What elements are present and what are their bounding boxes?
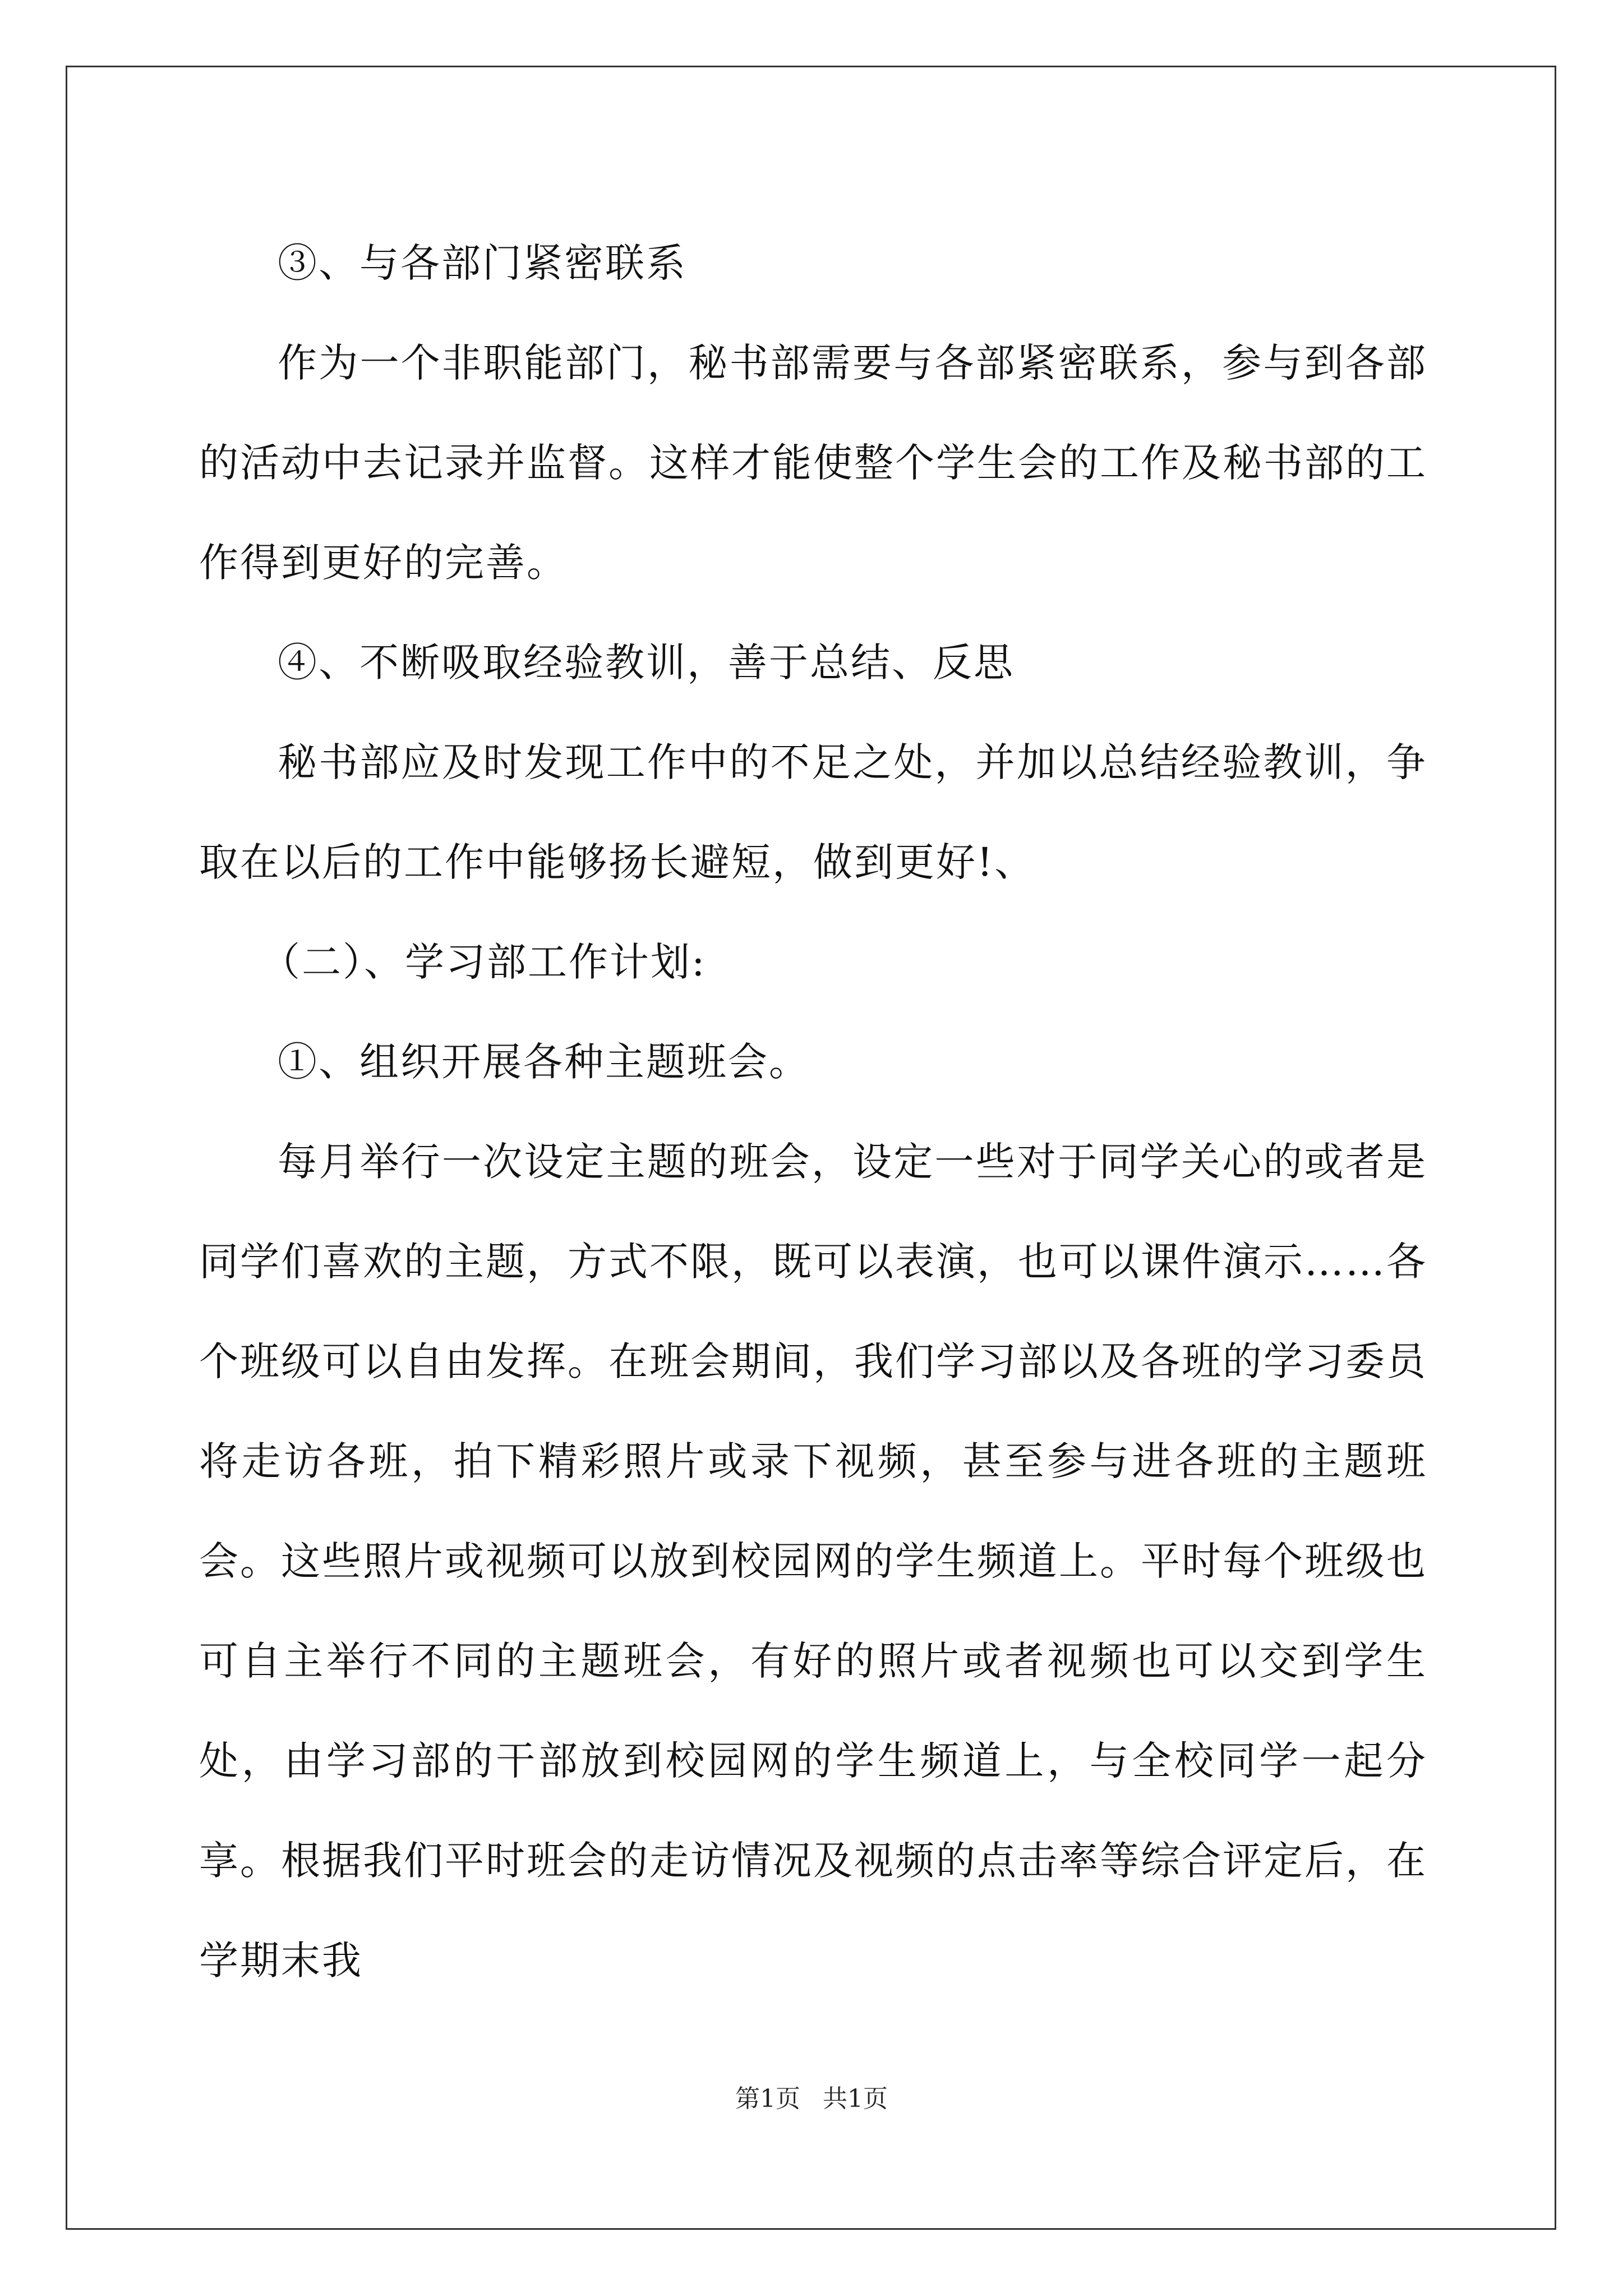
body-paragraph: 每月举行一次设定主题的班会，设定一些对于同学关心的或者是同学们喜欢的主题，方式不限，既可以表演，也可以课件演示……各个班级可以自由发挥。在班会期间，我们学习部以及各班的学习委员将走访各班，拍下精彩照片或录下视频，甚至参与进各班的主题班会。这些照片或视频可以放到校园网的学生频道上。平时每个班级也可自主举行不同的主题班会，有好的照片或者视频也可以交到学生处，由学习部的干部放到校园网的学生频道上，与全校同学一起分享。根据我们平时班会的走访情况及视频的点击率等综合评定后，在学期末我 [199, 1139, 1427, 1984]
section-heading: ③、与各部门紧密联系 [278, 240, 687, 286]
chapter-heading: （二）、学习部工作计划: [261, 939, 707, 985]
section-heading: ④、不断吸取经验教训，善于总结、反思 [278, 639, 1015, 685]
page-total: 共1页 [823, 2085, 888, 2113]
page-footer [0, 2082, 1623, 2116]
document-body [199, 213, 1427, 2010]
body-paragraph: 作为一个非职能部门，秘书部需要与各部紧密联系，参与到各部的活动中去记录并监督。这样才能使整个学生会的工作及秘书部的工作得到更好的完善。 [199, 340, 1427, 586]
page-number: 第1页 [735, 2085, 800, 2113]
body-paragraph: 秘书部应及时发现工作中的不足之处，并加以总结经验教训，争取在以后的工作中能够扬长避短，做到更好!、 [199, 739, 1427, 885]
section-heading: ①、组织开展各种主题班会。 [278, 1039, 810, 1085]
